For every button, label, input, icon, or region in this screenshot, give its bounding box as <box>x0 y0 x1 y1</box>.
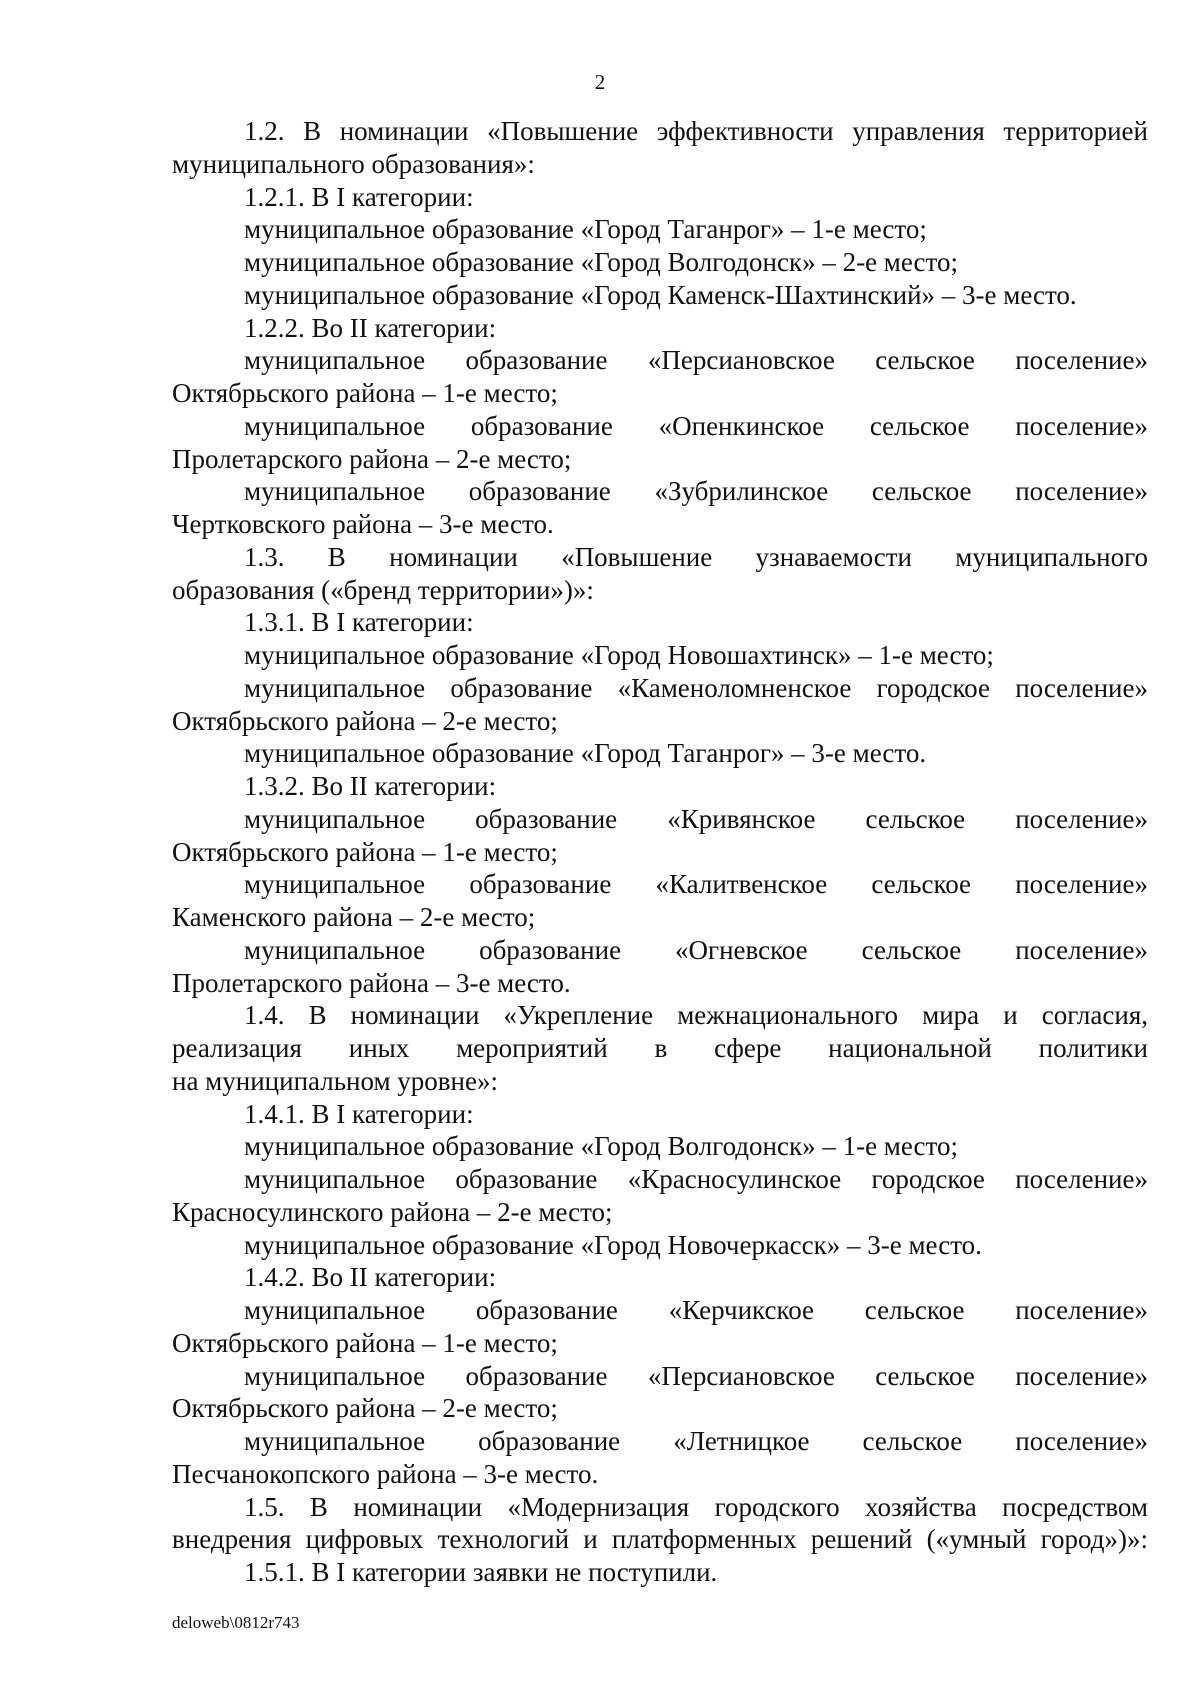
text-line: муниципальное образование «Город Новошахтинск» – 1-е место; <box>244 640 994 670</box>
text-line: Чертковского района – 3-е место. <box>172 509 554 539</box>
text-line: муниципальное образование «Каменоломненское городское поселение» <box>244 672 1148 703</box>
text-line: 1.4.1. В I категории: <box>244 1098 474 1129</box>
text-line: муниципальное образование «Город Волгодонск» – 2-е место; <box>244 247 958 277</box>
text-line: муниципальное образование «Красносулинское городское поселение» <box>244 1164 1148 1194</box>
text-line: 1.3. В номинации «Повышение узнаваемости муниципального <box>244 541 1148 572</box>
text-line: 1.3.2. Во II категории: <box>244 771 497 801</box>
page-number: 2 <box>594 70 606 94</box>
text-line: внедрения цифровых технологий и платформенных решений («умный город»)»: <box>172 1524 1148 1555</box>
document-body <box>172 115 1148 1589</box>
text-line: 1.4.2. Во II категории: <box>244 1262 497 1293</box>
text-line: образования («бренд территории»)»: <box>172 574 594 605</box>
text-line: муниципальное образование «Персиановское сельское поселение» <box>244 1360 1148 1391</box>
text-line: 1.5. В номинации «Модернизация городского хозяйства посредством <box>244 1491 1148 1522</box>
text-line: Октябрьского района – 1-е место; <box>172 836 558 867</box>
text-line: на муниципальном уровне»: <box>172 1065 498 1096</box>
text-line: муниципальное образование «Город Каменск-Шахтинский» – 3-е место. <box>244 279 1077 310</box>
text-line: Октябрьского района – 1-е место; <box>172 1327 558 1358</box>
text-line: Октябрьского района – 1-е место; <box>172 378 558 408</box>
text-line: муниципальное образование «Город Новочеркасск» – 3-е место. <box>244 1229 982 1260</box>
text-line: Песчанокопского района – 3-е место. <box>172 1458 599 1489</box>
text-line: муниципальное образование «Кривянское сельское поселение» <box>244 803 1148 834</box>
text-line: муниципальное образование «Летницкое сельское поселение» <box>244 1426 1148 1456</box>
text-line: Каменского района – 2-е место; <box>172 902 536 932</box>
text-line: муниципальное образование «Керчикское сельское поселение» <box>244 1295 1148 1325</box>
text-line: Пролетарского района – 2-е место; <box>172 443 572 474</box>
text-line: реализация иных мероприятий в сфере национальной политики <box>172 1033 1148 1063</box>
text-line: Октябрьского района – 2-е место; <box>172 1393 558 1424</box>
text-line: муниципальное образование «Зубрилинское сельское поселение» <box>244 476 1148 507</box>
text-line: муниципальное образование «Город Таганрог» – 1-е место; <box>244 214 927 245</box>
text-line: 1.5.1. В I категории заявки не поступили. <box>244 1557 718 1587</box>
text-line: Пролетарского района – 3-е место. <box>172 967 571 998</box>
text-line: муниципальное образование «Город Волгодонск» – 1-е место; <box>244 1131 958 1162</box>
text-line: муниципальное образование «Город Таганрог» – 3-е место. <box>244 738 927 769</box>
document-footer-code: deloweb\0812r743 <box>172 1613 300 1632</box>
text-line: 1.2.2. Во II категории: <box>244 312 497 343</box>
text-line: 1.4. В номинации «Укрепление межнационального мира и согласия, <box>244 1000 1148 1031</box>
text-line: Красносулинского района – 2-е место; <box>172 1196 613 1227</box>
text-line: муниципальное образование «Опенкинское сельское поселение» <box>244 410 1148 441</box>
text-line: муниципального образования»: <box>172 148 535 179</box>
text-line: 1.2.1. В I категории: <box>244 181 474 212</box>
text-line: Октябрьского района – 2-е место; <box>172 705 558 736</box>
text-line: муниципальное образование «Калитвенское сельское поселение» <box>244 869 1148 900</box>
text-line: 1.2. В номинации «Повышение эффективности управления территорией <box>244 116 1148 146</box>
text-line: муниципальное образование «Огневское сельское поселение» <box>244 934 1148 965</box>
text-line: 1.3.1. В I категории: <box>244 607 474 638</box>
text-line: муниципальное образование «Персиановское сельское поселение» <box>244 345 1148 376</box>
